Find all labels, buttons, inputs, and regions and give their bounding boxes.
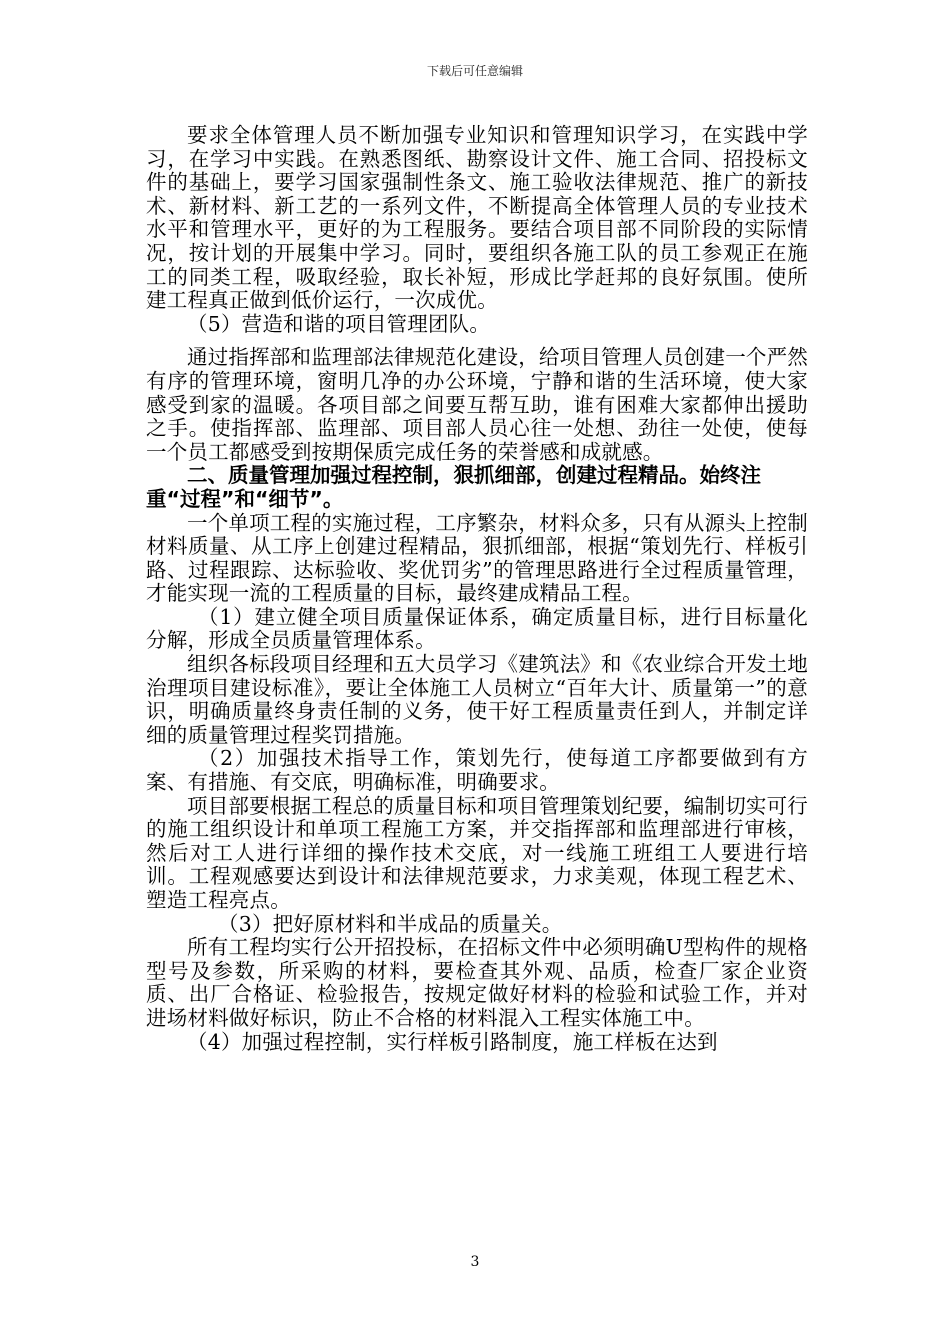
paragraph-study: 要求全体管理人员不断加强专业知识和管理知识学习，在实践中学习，在学习中实践。在熟悉图纸、勘察设计文件、施工合同、招投标文件的基础上，要学习国家强制性条文、施工验收法律规范、推广的新技术、新材料、新工艺的一系列文件，不断提高全体管理人员的专业技术水平和管理水平，更好的为工程服务。要结合项目部不同阶段的实际情况，按计划的开展集中学习。同时，要组织各施工队的员工参观正在施工的同类工程，吸取经验，取长补短，形成比学赶邦的良好氛围。使所建工程真正做到低价运行，一次成优。	[146, 123, 808, 313]
paragraph-tender: 所有工程均实行公开招投标，在招标文件中必须明确U型构件的规格型号及参数，所采购的材料，要检查其外观、品质，检查厂家企业资质、出厂合格证、检验报告，按规定做好材料的检验和试验工作，并对进场材料做好标识，防止不合格的材料混入工程实体施工中。	[146, 935, 808, 1030]
page-number: 3	[470, 1254, 480, 1270]
paragraph-organize: 组织各标段项目经理和五大员学习《建筑法》和《农业综合开发土地治理项目建设标准》，要让全体施工人员树立“百年大计、质量第一”的意识，明确质量终身责任制的义务，使干好工程质量责任到人，并制定详细的质量管理过程奖罚措施。	[146, 652, 808, 747]
paragraph-item-3: （3）把好原材料和半成品的质量关。	[218, 911, 563, 936]
section-heading-2: 二、质量管理加强过程控制，狠抓细部，创建过程精品。始终注重“过程”和“细节”。	[146, 463, 761, 511]
paragraph-item-5: （5）营造和谐的项目管理团队。	[187, 311, 491, 336]
paragraph-item-4: （4）加强过程控制，实行样板引路制度，施工样板在达到	[187, 1029, 718, 1054]
document-body	[146, 124, 808, 1054]
paragraph-item-2: （2）加强技术指导工作，策划先行，使每道工序都要做到有方案、有措施、有交底，明确标准，明确要求。	[146, 746, 808, 795]
page-header: 下载后可任意编辑	[426, 64, 523, 78]
paragraph-team: 通过指挥部和监理部法律规范化建设，给项目管理人员创建一个严然有序的管理环境，窗明几净的办公环境，宁静和谐的生活环境，使大家感受到家的温暖。各项目部之间要互帮互助，谁有困难大家都伸出援助之手。使指挥部、监理部、项目部人员心往一处想、劲往一处使，使每一个员工都感受到按期保质完成任务的荣誉感和成就感。	[146, 345, 808, 464]
paragraph-project-dept: 项目部要根据工程总的质量目标和项目管理策划纪要，编制切实可行的施工组织设计和单项工程施工方案，并交指挥部和监理部进行审核，然后对工人进行详细的操作技术交底，对一线施工班组工人要进行培训。工程观感要达到设计和法律规范要求，力求美观，体现工程艺术、塑造工程亮点。	[146, 793, 808, 912]
paragraph-process: 一个单项工程的实施过程，工序繁杂，材料众多，只有从源头上控制材料质量、从工序上创建过程精品，狠抓细部，根据“策划先行、样板引路、过程跟踪、达标验收、奖优罚劣”的管理思路进行全过程质量管理，才能实现一流的工程质量的目标，最终建成精品工程。	[146, 510, 808, 606]
paragraph-item-1: （1）建立健全项目质量保证体系，确定质量目标，进行目标量化分解，形成全员质量管理体系。	[146, 604, 808, 653]
